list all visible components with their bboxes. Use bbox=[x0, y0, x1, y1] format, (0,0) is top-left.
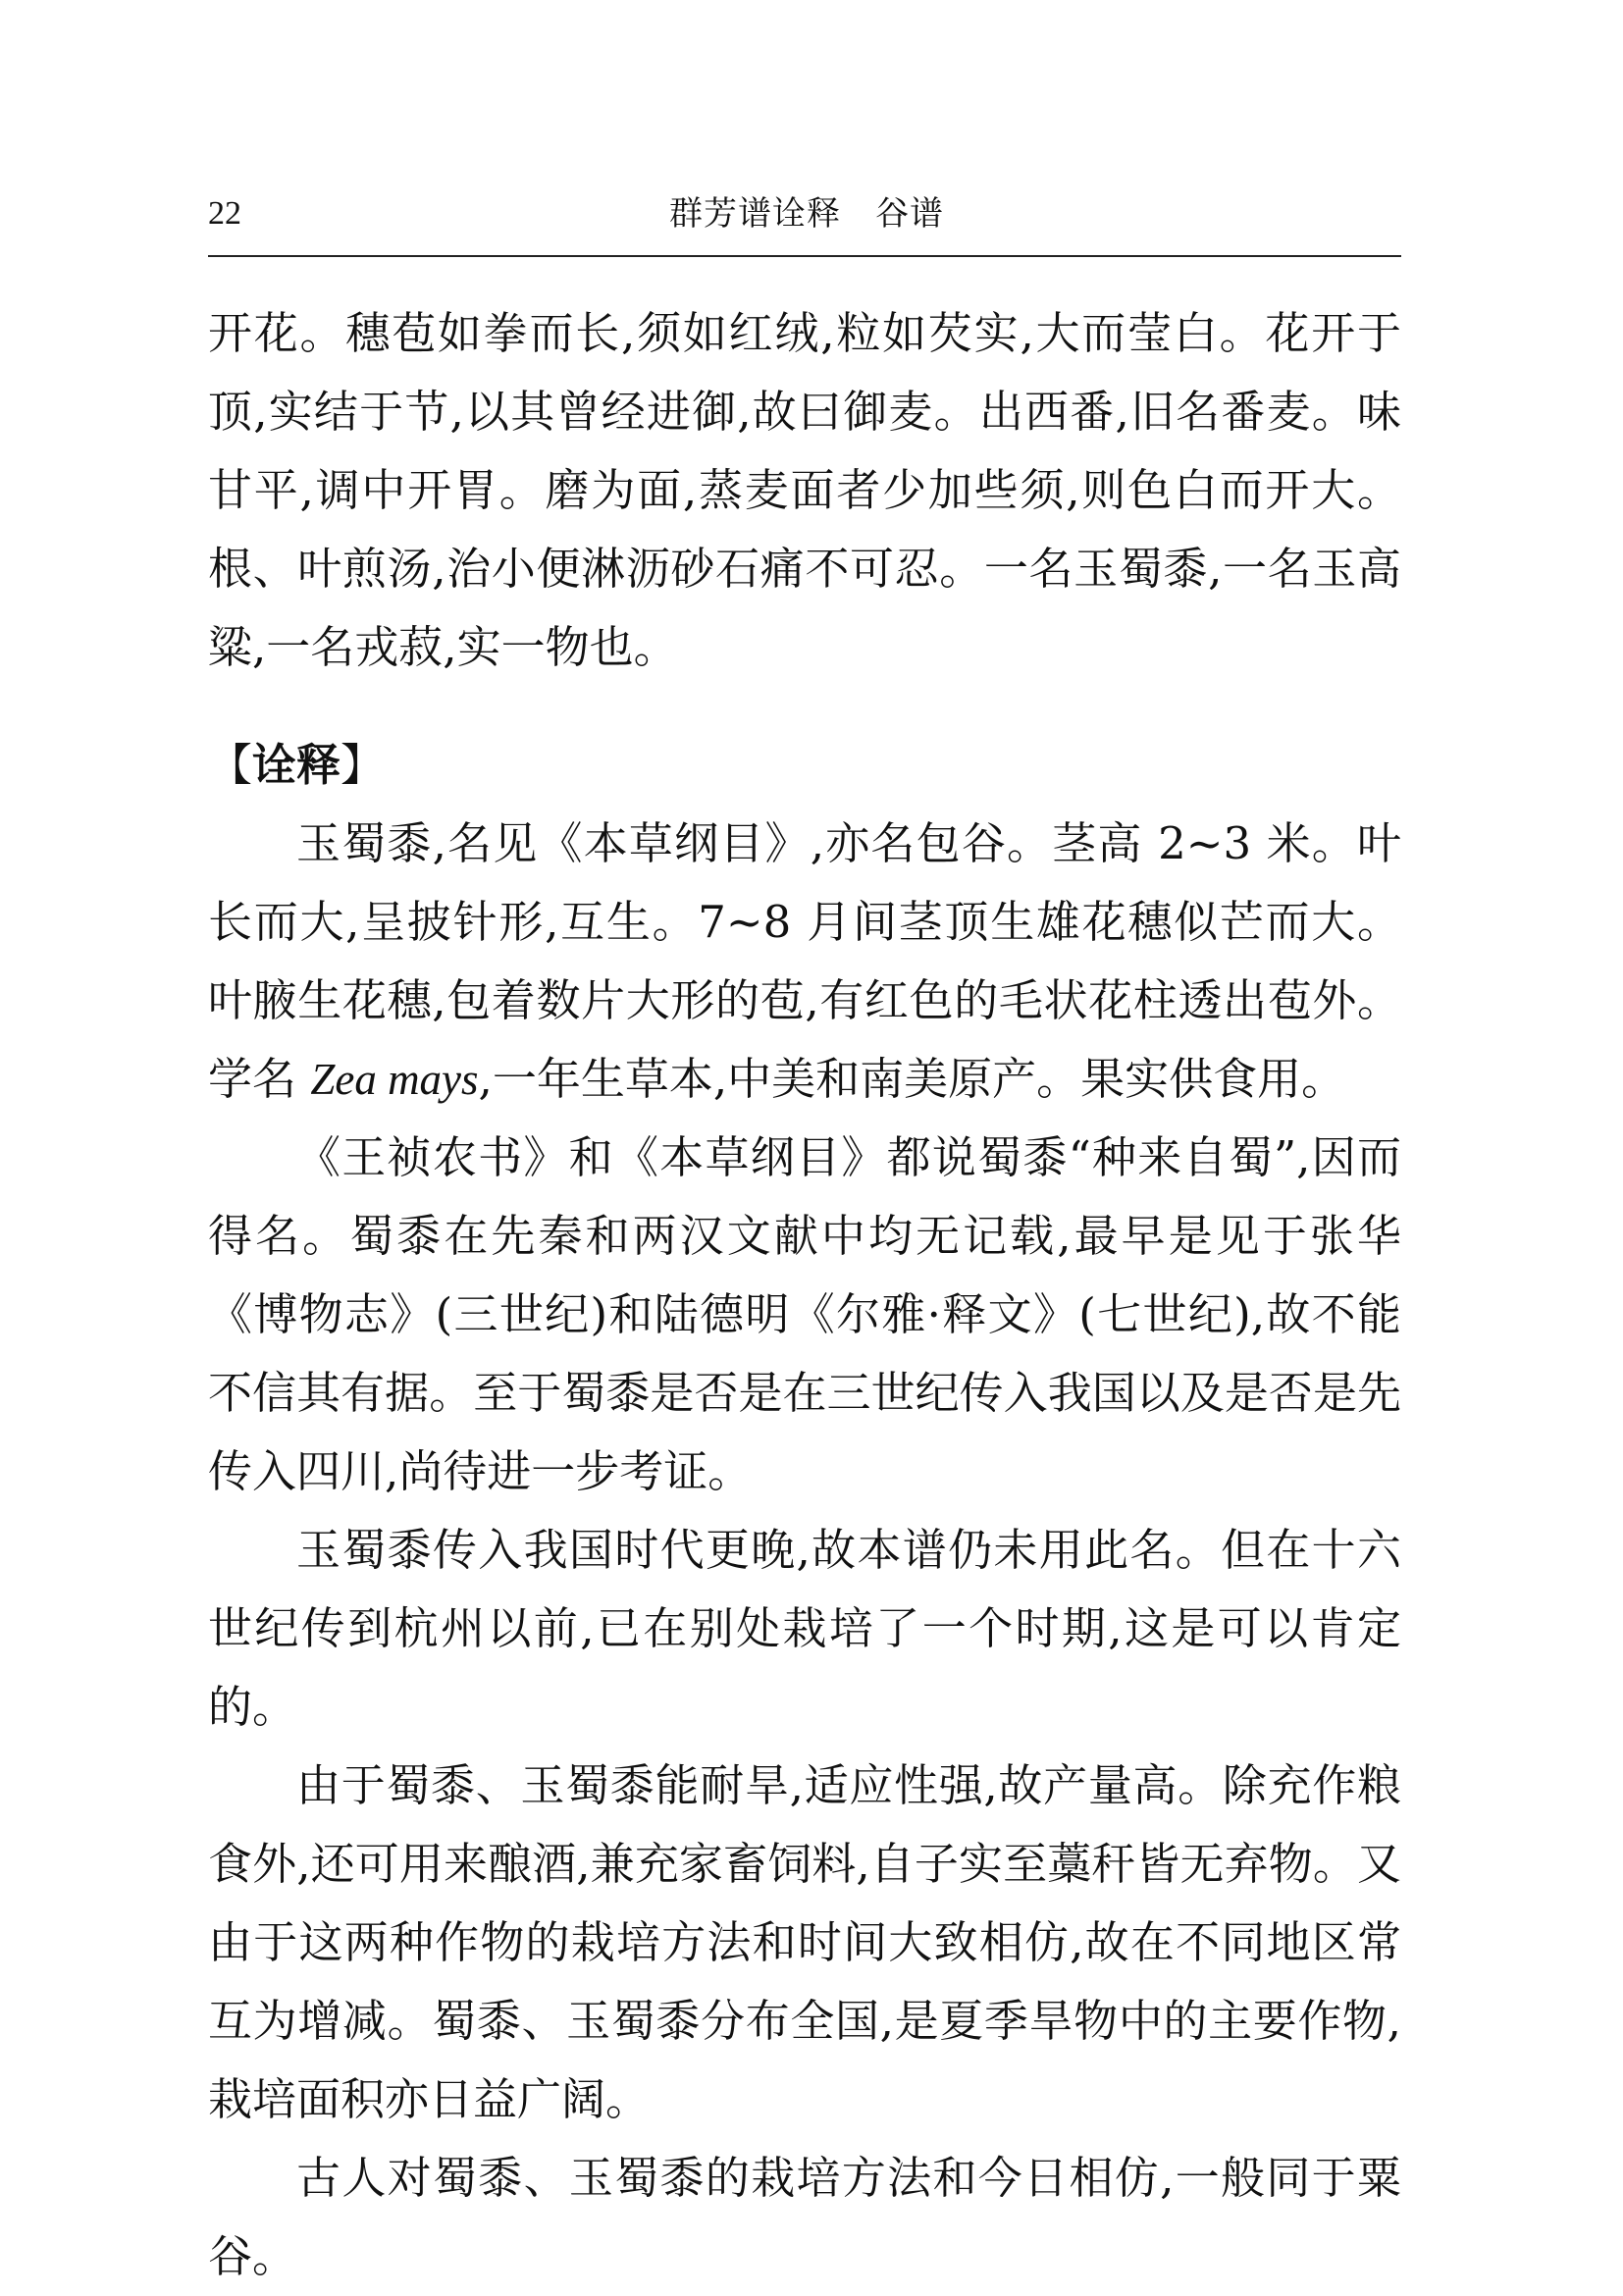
paragraph-1-text-before: 玉蜀黍,名见《本草纲目》,亦名包谷。茎高 2~3 米。叶长而大,呈披针形,互生。7~8 月间茎顶生雄花穗似芒而大。叶腋生花穗,包着数片大形的苞,有红色的毛状花柱透出苞外。学名 bbox=[208, 817, 1401, 1105]
commentary-heading bbox=[208, 726, 1401, 805]
commentary-paragraph-1 bbox=[208, 805, 1401, 1119]
commentary-paragraph-2: 《王祯农书》和《本草纲目》都说蜀黍“种来自蜀”,因而得名。蜀黍在先秦和两汉文献中均无记载,最早是见于张华《博物志》(三世纪)和陆德明《尔雅·释文》(七世纪),故不能不信其有据。至于蜀黍是否是在三世纪传入我国以及是否是先传入四川,尚待进一步考证。 bbox=[208, 1131, 1401, 1497]
scientific-name: Zea mays bbox=[310, 1055, 479, 1104]
original-text-paragraph: 开花。穗苞如拳而长,须如红绒,粒如芡实,大而莹白。花开于顶,实结于节,以其曾经进御,故曰御麦。出西番,旧名番麦。味甘平,调中开胃。磨为面,蒸麦面者少加些须,则色白而开大。根、叶煎汤,治小便淋沥砂石痛不可忍。一名玉蜀黍,一名玉高粱,一名戎菽,实一物也。 bbox=[208, 307, 1401, 673]
heading-bracket-open: 【 bbox=[208, 739, 253, 791]
commentary-paragraph-4: 由于蜀黍、玉蜀黍能耐旱,适应性强,故产量高。除充作粮食外,还可用来酿酒,兼充家畜饲料,自子实至藁秆皆无弃物。又由于这两种作物的栽培方法和时间大致相仿,故在不同地区常互为增减。蜀黍、玉蜀黍分布全国,是夏季旱物中的主要作物,栽培面积亦日益广阔。 bbox=[208, 1759, 1401, 2125]
running-header bbox=[208, 186, 1401, 257]
page-number: 22 bbox=[208, 195, 241, 232]
commentary-paragraph-3: 玉蜀黍传入我国时代更晚,故本谱仍未用此名。但在十六世纪传到杭州以前,已在别处栽培了一个时期,这是可以肯定的。 bbox=[208, 1524, 1401, 1733]
heading-bracket-close: 】 bbox=[340, 739, 386, 791]
commentary-paragraph-5: 古人对蜀黍、玉蜀黍的栽培方法和今日相仿,一般同于粟谷。 bbox=[208, 2152, 1401, 2282]
paragraph-1-text-after: ,一年生草本,中美和南美原产。果实供食用。 bbox=[478, 1053, 1346, 1105]
commentary-heading-text: 诠释 bbox=[252, 739, 341, 791]
running-title: 群芳谱诠释 谷谱 bbox=[669, 194, 944, 234]
page-body bbox=[208, 294, 1401, 2296]
